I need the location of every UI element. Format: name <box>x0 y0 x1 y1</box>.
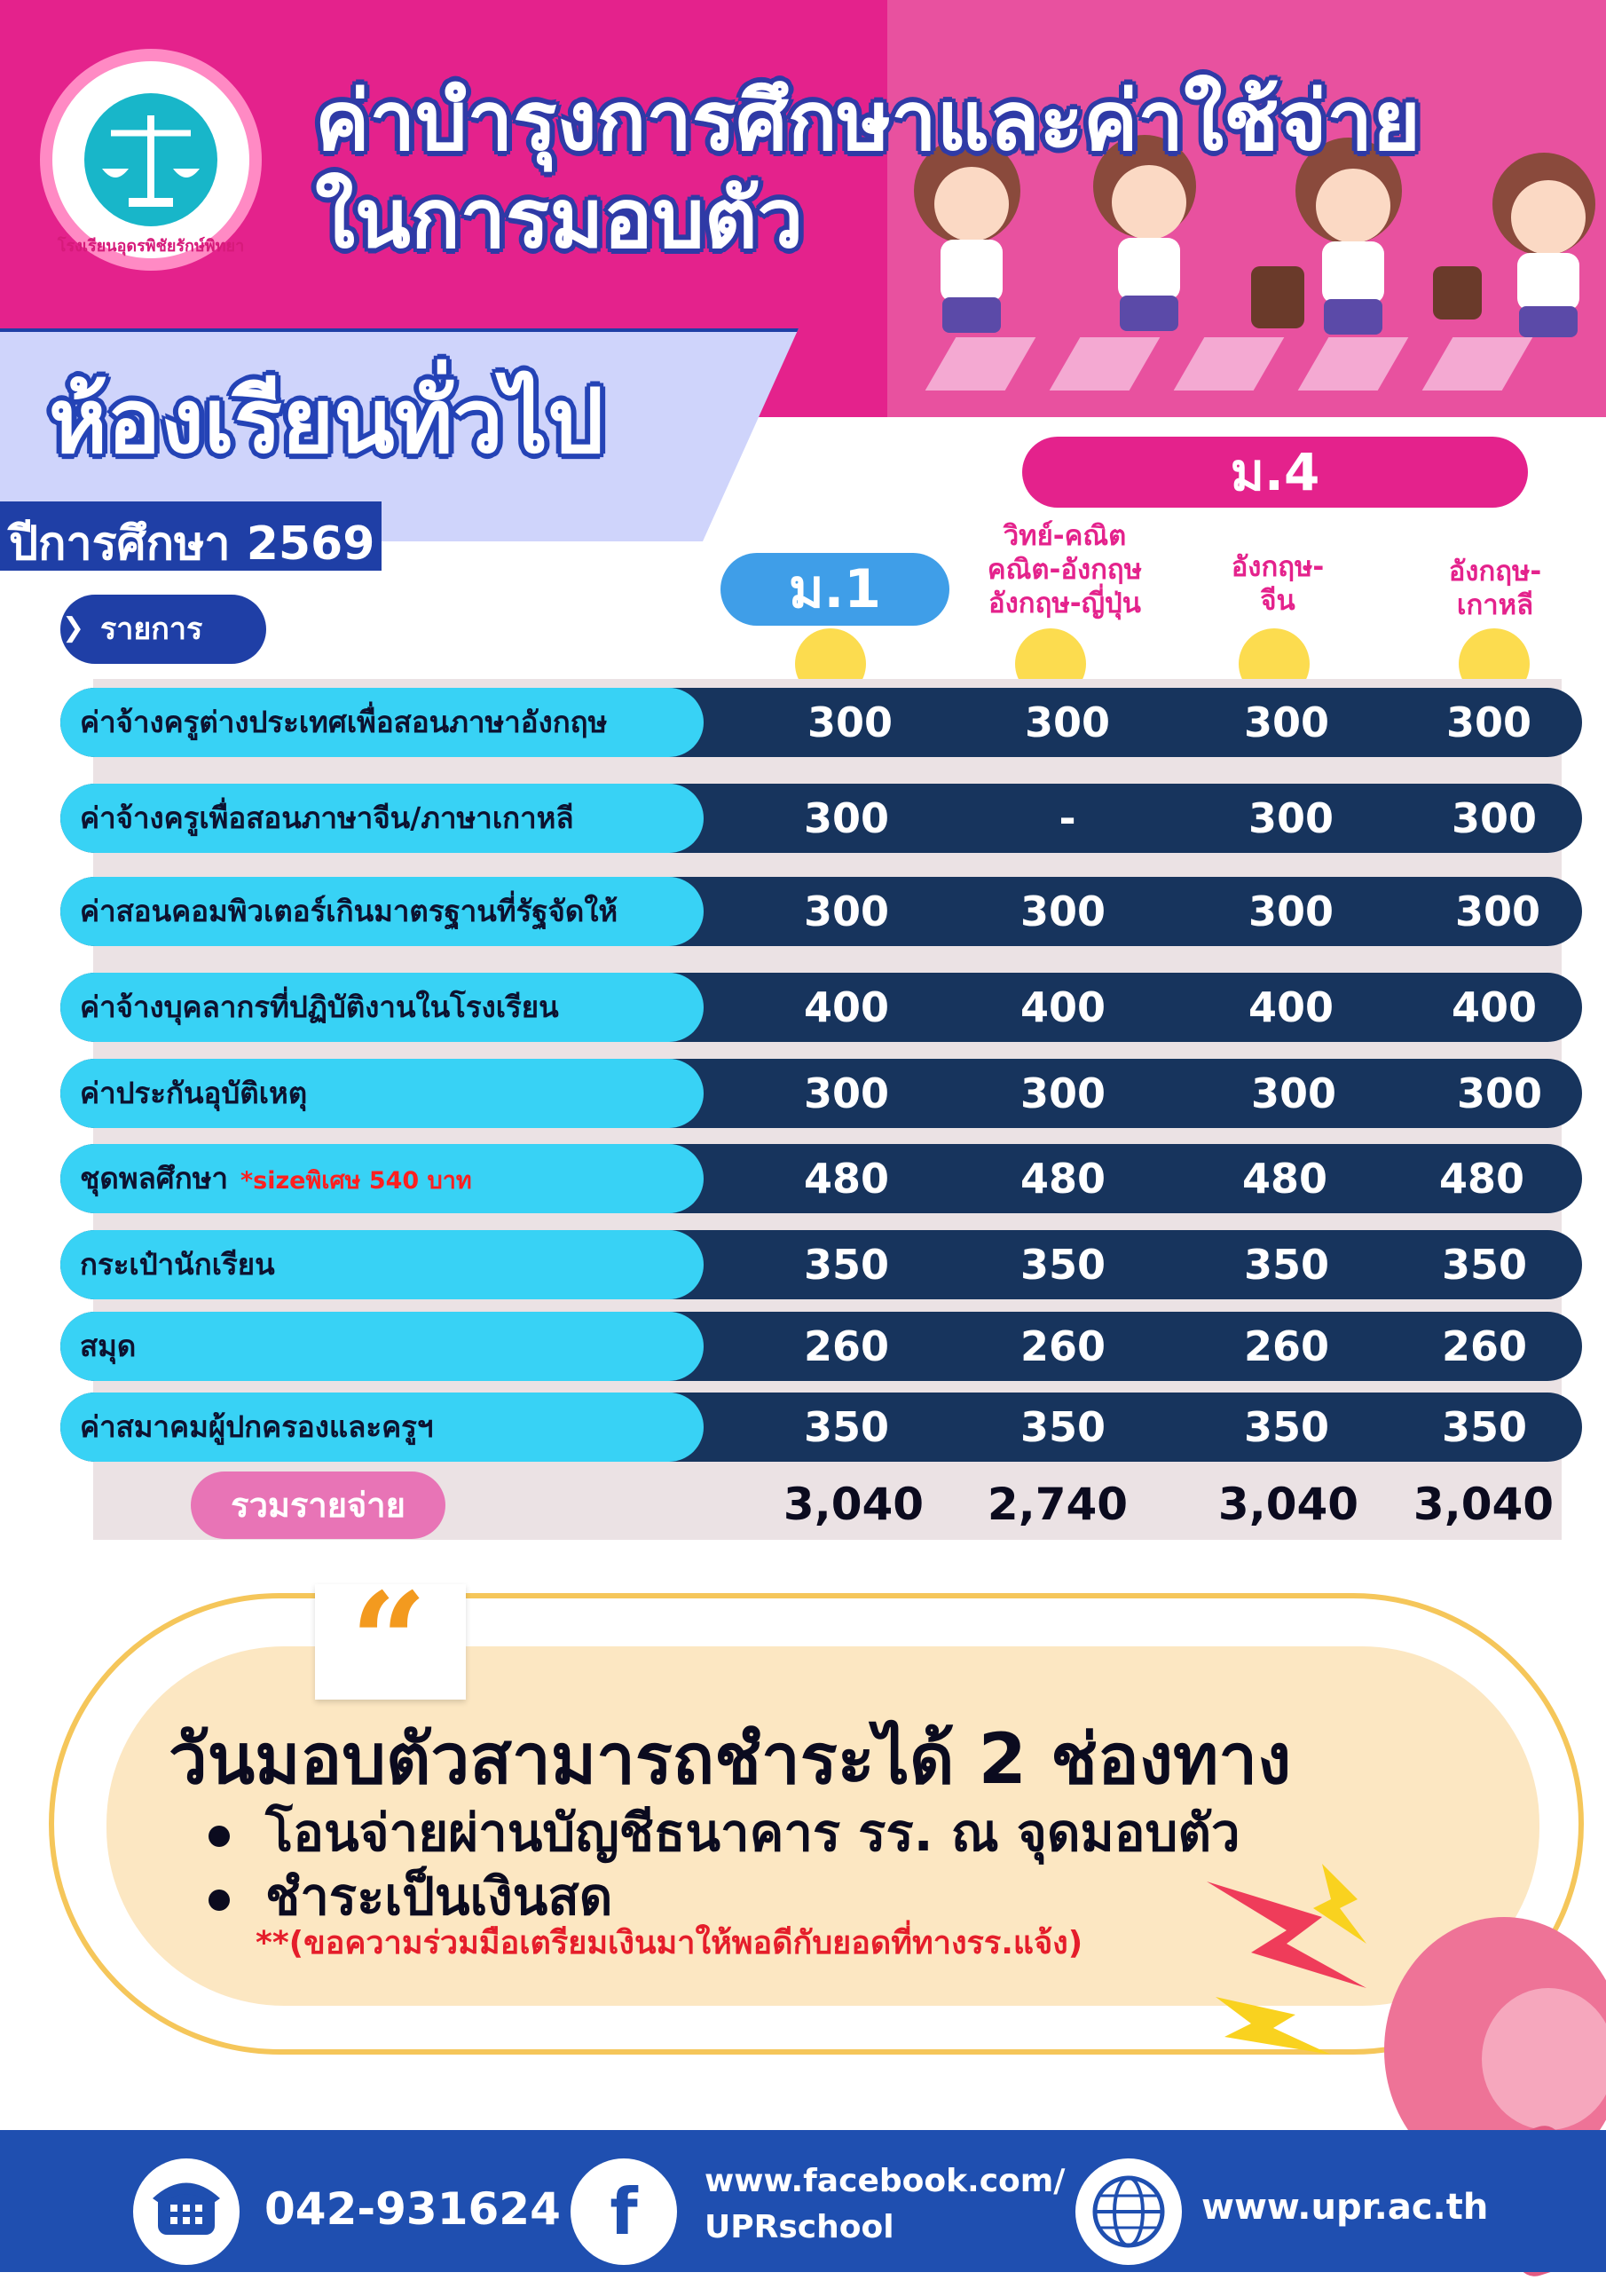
column-label-line: เกาหลี <box>1456 589 1534 621</box>
row-label-text: ค่าจ้างครูต่างประเทศเพื่อสอนภาษาอังกฤษ <box>80 705 608 739</box>
cell-m4-eng-korean: 300 <box>1445 698 1532 746</box>
row-label-text: ค่าสมาคมผู้ปกครองและครูฯ <box>80 1409 434 1444</box>
megaphone-horn <box>1482 1988 1606 2130</box>
cell-m1: 300 <box>803 1069 890 1117</box>
m4-header: ม.4 <box>1022 437 1528 508</box>
cell-m4-eng-chinese: 300 <box>1248 794 1334 842</box>
payment-note: **(ขอความร่วมมือเตรียมเงินมาให้พอดีกับยอดที่ทางรร.แจ้ง) <box>256 1925 1083 1961</box>
cell-m4-sci-math: 350 <box>1019 1241 1106 1289</box>
table-row <box>60 688 1582 757</box>
table-row <box>60 784 1582 853</box>
cell-m4-sci-math: 260 <box>1019 1322 1106 1370</box>
bullet-icon <box>209 1890 230 1911</box>
table-row <box>60 1144 1582 1213</box>
quote-icon: “ <box>350 1564 428 1720</box>
chevron-right-icon: ❯ <box>62 612 85 643</box>
cell-m4-sci-math: - <box>1059 794 1076 842</box>
lightning-bolts-graphic <box>1189 1846 1393 2077</box>
total-m4-sci-math: 2,740 <box>987 1479 1129 1530</box>
column-label-line: อังกฤษ- <box>1231 551 1325 583</box>
column-label-line: วิทย์-คณิต <box>1003 520 1127 552</box>
table-row <box>60 1393 1582 1462</box>
row-label-text: ค่าจ้างครูเพื่อสอนภาษาจีน/ภาษาเกาหลี <box>80 801 574 835</box>
phone-icon <box>133 2158 240 2265</box>
cell-m1: 350 <box>803 1403 890 1451</box>
cell-m4-sci-math: 400 <box>1019 983 1106 1031</box>
page-title-line1: ค่าบำรุงการศึกษาและค่าใช้จ่าย <box>315 74 1421 169</box>
cell-m1: 260 <box>803 1322 890 1370</box>
cell-m4-eng-korean: 300 <box>1451 794 1538 842</box>
cell-m1: 350 <box>803 1241 890 1289</box>
cell-m1: 480 <box>803 1155 890 1203</box>
m4-column-header-eng-korean <box>1393 555 1597 622</box>
cell-m4-eng-chinese: 350 <box>1243 1241 1330 1289</box>
cell-m4-eng-chinese: 350 <box>1243 1403 1330 1451</box>
row-label-text: สมุด <box>80 1329 137 1363</box>
cell-m4-sci-math: 300 <box>1019 1069 1106 1117</box>
row-label <box>60 1230 704 1299</box>
row-label-text: ค่าจ้างบุคลากรที่ปฏิบัติงานในโรงเรียน <box>80 990 559 1024</box>
cell-m4-sci-math: 300 <box>1024 698 1111 746</box>
row-label-text: ค่าประกันอุบัติเหตุ <box>80 1076 308 1110</box>
total-m1: 3,040 <box>783 1479 925 1530</box>
table-row <box>60 973 1582 1042</box>
column-label-line: อังกฤษ-ญี่ปุ่น <box>988 588 1141 619</box>
row-label <box>60 1059 704 1128</box>
total-label: รวมรายจ่าย <box>191 1471 445 1539</box>
globe-graphic <box>1075 2158 1182 2265</box>
facebook-url-line2[interactable]: UPRschool <box>705 2209 894 2245</box>
row-label <box>60 688 704 757</box>
phone-number: 042-931624 <box>264 2183 561 2235</box>
globe-icon <box>1075 2158 1182 2265</box>
facebook-url-line1[interactable]: www.facebook.com/ <box>705 2163 1066 2199</box>
academic-year: ปีการศึกษา 2569 <box>9 517 375 571</box>
column-label-line: คณิต-อังกฤษ <box>987 554 1143 586</box>
total-m4-eng-chinese: 3,040 <box>1217 1479 1359 1530</box>
page-title-line2: ในการมอบตัว <box>315 171 804 266</box>
cell-m4-eng-chinese: 300 <box>1248 888 1334 935</box>
table-row <box>60 1312 1582 1381</box>
cell-m4-eng-korean: 350 <box>1441 1241 1528 1289</box>
logo-school-name: โรงเรียนอุดรพิชัยรักษ์พิทยา <box>57 237 245 256</box>
facebook-icon[interactable]: f <box>571 2158 677 2265</box>
column-label-line: จีน <box>1260 585 1295 617</box>
cell-m4-sci-math: 350 <box>1019 1403 1106 1451</box>
table-row <box>60 877 1582 946</box>
cell-m1: 400 <box>803 983 890 1031</box>
row-label <box>60 973 704 1042</box>
row-label-text: ค่าสอนคอมพิวเตอร์เกินมาตรฐานที่รัฐจัดให้ <box>80 894 618 928</box>
cell-m4-eng-chinese: 480 <box>1241 1155 1328 1203</box>
row-note: *sizeพิเศษ 540 บาท <box>240 1167 472 1195</box>
table-row <box>60 1230 1582 1299</box>
row-label <box>60 1393 704 1462</box>
m1-header: ม.1 <box>720 553 949 626</box>
scales-of-justice-icon <box>84 93 217 226</box>
cell-m1: 300 <box>803 888 890 935</box>
total-m4-eng-korean: 3,040 <box>1413 1479 1555 1530</box>
payment-method-text: ชำระเป็นเงินสด <box>265 1866 613 1927</box>
payment-method-text: โอนจ่ายผ่านบัญชีธนาคาร รร. ณ จุดมอบตัว <box>265 1803 1240 1863</box>
row-label <box>60 1144 704 1213</box>
cell-m1: 300 <box>803 794 890 842</box>
bullet-icon <box>209 1826 230 1847</box>
cell-m4-eng-korean: 350 <box>1441 1403 1528 1451</box>
m4-column-header-sci-math <box>958 519 1171 620</box>
items-header: รายการ <box>60 595 266 664</box>
cell-m4-sci-math: 300 <box>1019 888 1106 935</box>
column-label-line: อังกฤษ- <box>1448 556 1542 588</box>
cell-m4-eng-chinese: 260 <box>1243 1322 1330 1370</box>
cell-m1: 300 <box>807 698 894 746</box>
classroom-type-title: ห้องเรียนทั่วไป <box>49 369 604 473</box>
scales-icon-graphic <box>84 93 217 226</box>
cell-m4-eng-korean: 400 <box>1451 983 1538 1031</box>
cell-m4-eng-korean: 300 <box>1454 888 1541 935</box>
facebook-link[interactable] <box>705 2158 1065 2251</box>
cell-m4-sci-math: 480 <box>1019 1155 1106 1203</box>
lightning-icon <box>1189 1846 1393 2077</box>
cell-m4-eng-korean: 300 <box>1456 1069 1543 1117</box>
cell-m4-eng-korean: 480 <box>1438 1155 1525 1203</box>
row-label <box>60 1312 704 1381</box>
row-label <box>60 784 704 853</box>
website-link[interactable]: www.upr.ac.th <box>1201 2187 1489 2228</box>
telephone-graphic <box>133 2158 240 2265</box>
cell-m4-eng-chinese: 300 <box>1250 1069 1337 1117</box>
cell-m4-eng-chinese: 300 <box>1243 698 1330 746</box>
cell-m4-eng-korean: 260 <box>1441 1322 1528 1370</box>
payment-methods-title: วันมอบตัวสามารถชำระได้ 2 ช่องทาง <box>169 1720 1292 1800</box>
m4-column-header-eng-chinese <box>1180 550 1375 618</box>
row-label <box>60 877 704 946</box>
cell-m4-eng-chinese: 400 <box>1248 983 1334 1031</box>
row-label-text: ชุดพลศึกษา <box>80 1161 229 1195</box>
row-label-text: กระเป๋านักเรียน <box>80 1247 275 1282</box>
table-row <box>60 1059 1582 1128</box>
